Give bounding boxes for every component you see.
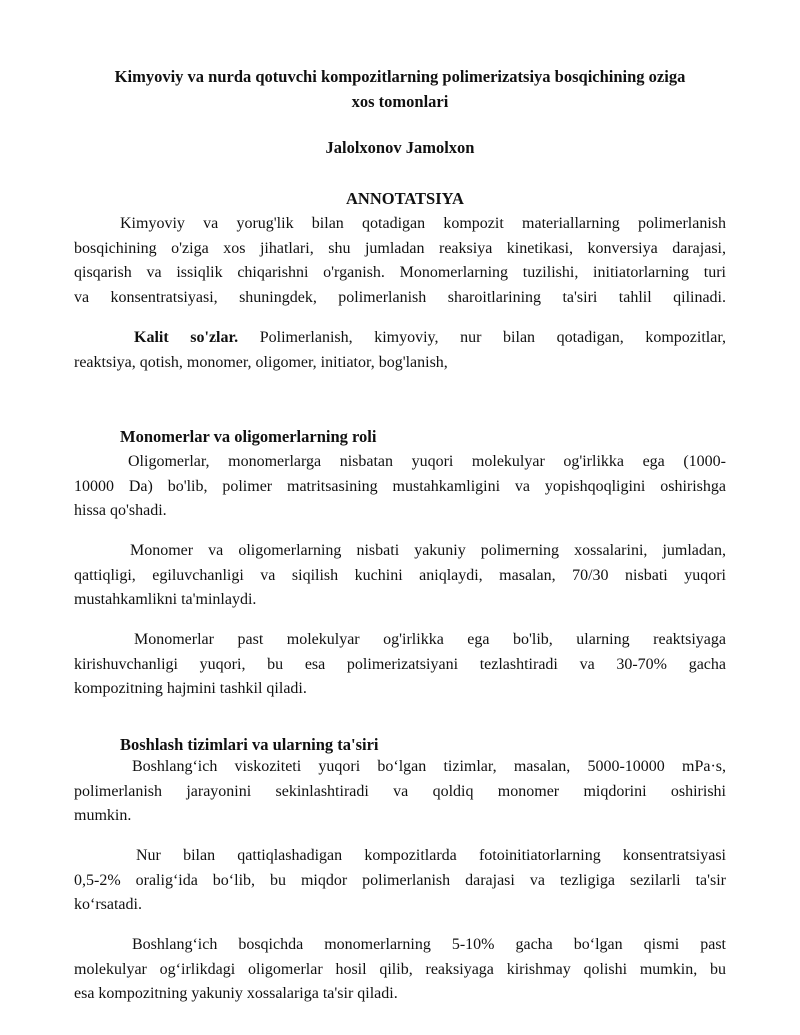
section-heading: Monomerlar va oligomerlarning roli bbox=[120, 427, 377, 446]
annotation-heading: ANNOTATSIYA bbox=[346, 189, 464, 208]
body-paragraph bbox=[74, 628, 726, 702]
keywords-label: Kalit so'zlar. bbox=[134, 329, 239, 346]
text-line: molekulyar og‘irlikdagi oligomerlar hosil qilib, reaksiyaga kirishmay qolishi mumkin, bu bbox=[74, 960, 726, 978]
text-line: 10000 Da) bo'lib, polimer matritsasining mustahkamligini va yopishqoqligini oshirishga bbox=[74, 477, 726, 495]
keywords-paragraph bbox=[74, 326, 726, 375]
text-line: Kimyoviy va yorug'lik bilan qotadigan kompozit materiallarning polimerlanish bbox=[120, 215, 726, 232]
text-line: Boshlang‘ich bosqichda monomerlarning 5-10% gacha bo‘lgan qismi past bbox=[132, 936, 726, 953]
text-line: hissa qo'shadi. bbox=[74, 502, 167, 519]
text-line: Nur bilan qattiqlashadigan kompozitlarda fotoinitiatorlarning konsentratsiyasi bbox=[136, 847, 726, 864]
body-paragraph bbox=[74, 933, 726, 1007]
text-line: ko‘rsatadi. bbox=[74, 896, 142, 913]
text-line: kompozitning hajmini tashkil qiladi. bbox=[74, 680, 307, 697]
text-line: va konsentratsiyasi, shuningdek, polimerlanish sharoitlarining ta'siri tahlil qilinadi. bbox=[74, 288, 726, 306]
body-paragraph bbox=[74, 450, 726, 524]
text-line: kirishuvchanligi yuqori, bu esa polimerizatsiyani tezlashtiradi va 30-70% gacha bbox=[74, 655, 726, 673]
keywords-text: Polimerlanish, kimyoviy, nur bilan qotadigan, kompozitlar, bbox=[259, 329, 727, 346]
keywords-line: reaktsiya, qotish, monomer, oligomer, initiator, bog'lanish, bbox=[74, 353, 448, 371]
text-line: Monomerlar past molekulyar og'irlikka ega bo'lib, ularning reaktsiyaga bbox=[134, 631, 726, 648]
text-line: qisqarish va issiqlik chiqarishni o'rganish. Monomerlarning tuzilishi, initiatorlarning turi bbox=[74, 264, 726, 281]
text-line: Monomer va oligomerlarning nisbati yakuniy polimerning xossalarini, jumladan, bbox=[130, 542, 726, 559]
title-line: Kimyoviy va nurda qotuvchi kompozitlarning polimerizatsiya bosqichining oziga bbox=[114, 67, 686, 86]
text-line: bosqichining o'ziga xos jihatlari, shu jumladan reaksiya kinetikasi, konversiya darajasi, bbox=[74, 239, 726, 257]
text-line: Boshlang‘ich viskoziteti yuqori bo‘lgan tizimlar, masalan, 5000-10000 mPa·s, bbox=[132, 758, 726, 775]
section-heading: Boshlash tizimlari va ularning ta'siri bbox=[120, 735, 379, 754]
text-line: esa kompozitning yakuniy xossalariga ta'sir qiladi. bbox=[74, 985, 398, 1002]
body-paragraph bbox=[74, 539, 726, 613]
text-line: polimerlanish jarayonini sekinlashtiradi va qoldiq monomer miqdorini oshirishi bbox=[74, 782, 726, 800]
text-line: qattiqligi, egiluvchanligi va siqilish kuchini aniqlaydi, masalan, 70/30 nisbati yuqori bbox=[74, 566, 726, 584]
title-line: xos tomonlari bbox=[351, 92, 449, 111]
keywords-line bbox=[74, 326, 726, 351]
annotation-paragraph bbox=[74, 212, 726, 310]
author-name: Jalolxonov Jamolxon bbox=[325, 138, 475, 157]
body-paragraph bbox=[74, 755, 726, 829]
text-line: mustahkamlikni ta'minlaydi. bbox=[74, 591, 257, 608]
text-line: mumkin. bbox=[74, 807, 132, 824]
body-paragraph bbox=[74, 844, 726, 918]
text-line: 0,5-2% oralig‘ida bo‘lib, bu miqdor polimerlanish darajasi va tezligiga sezilarli ta'sir bbox=[74, 871, 726, 889]
text-line: Oligomerlar, monomerlarga nisbatan yuqori molekulyar og'irlikka ega (1000- bbox=[128, 453, 726, 470]
document-title bbox=[70, 64, 730, 114]
